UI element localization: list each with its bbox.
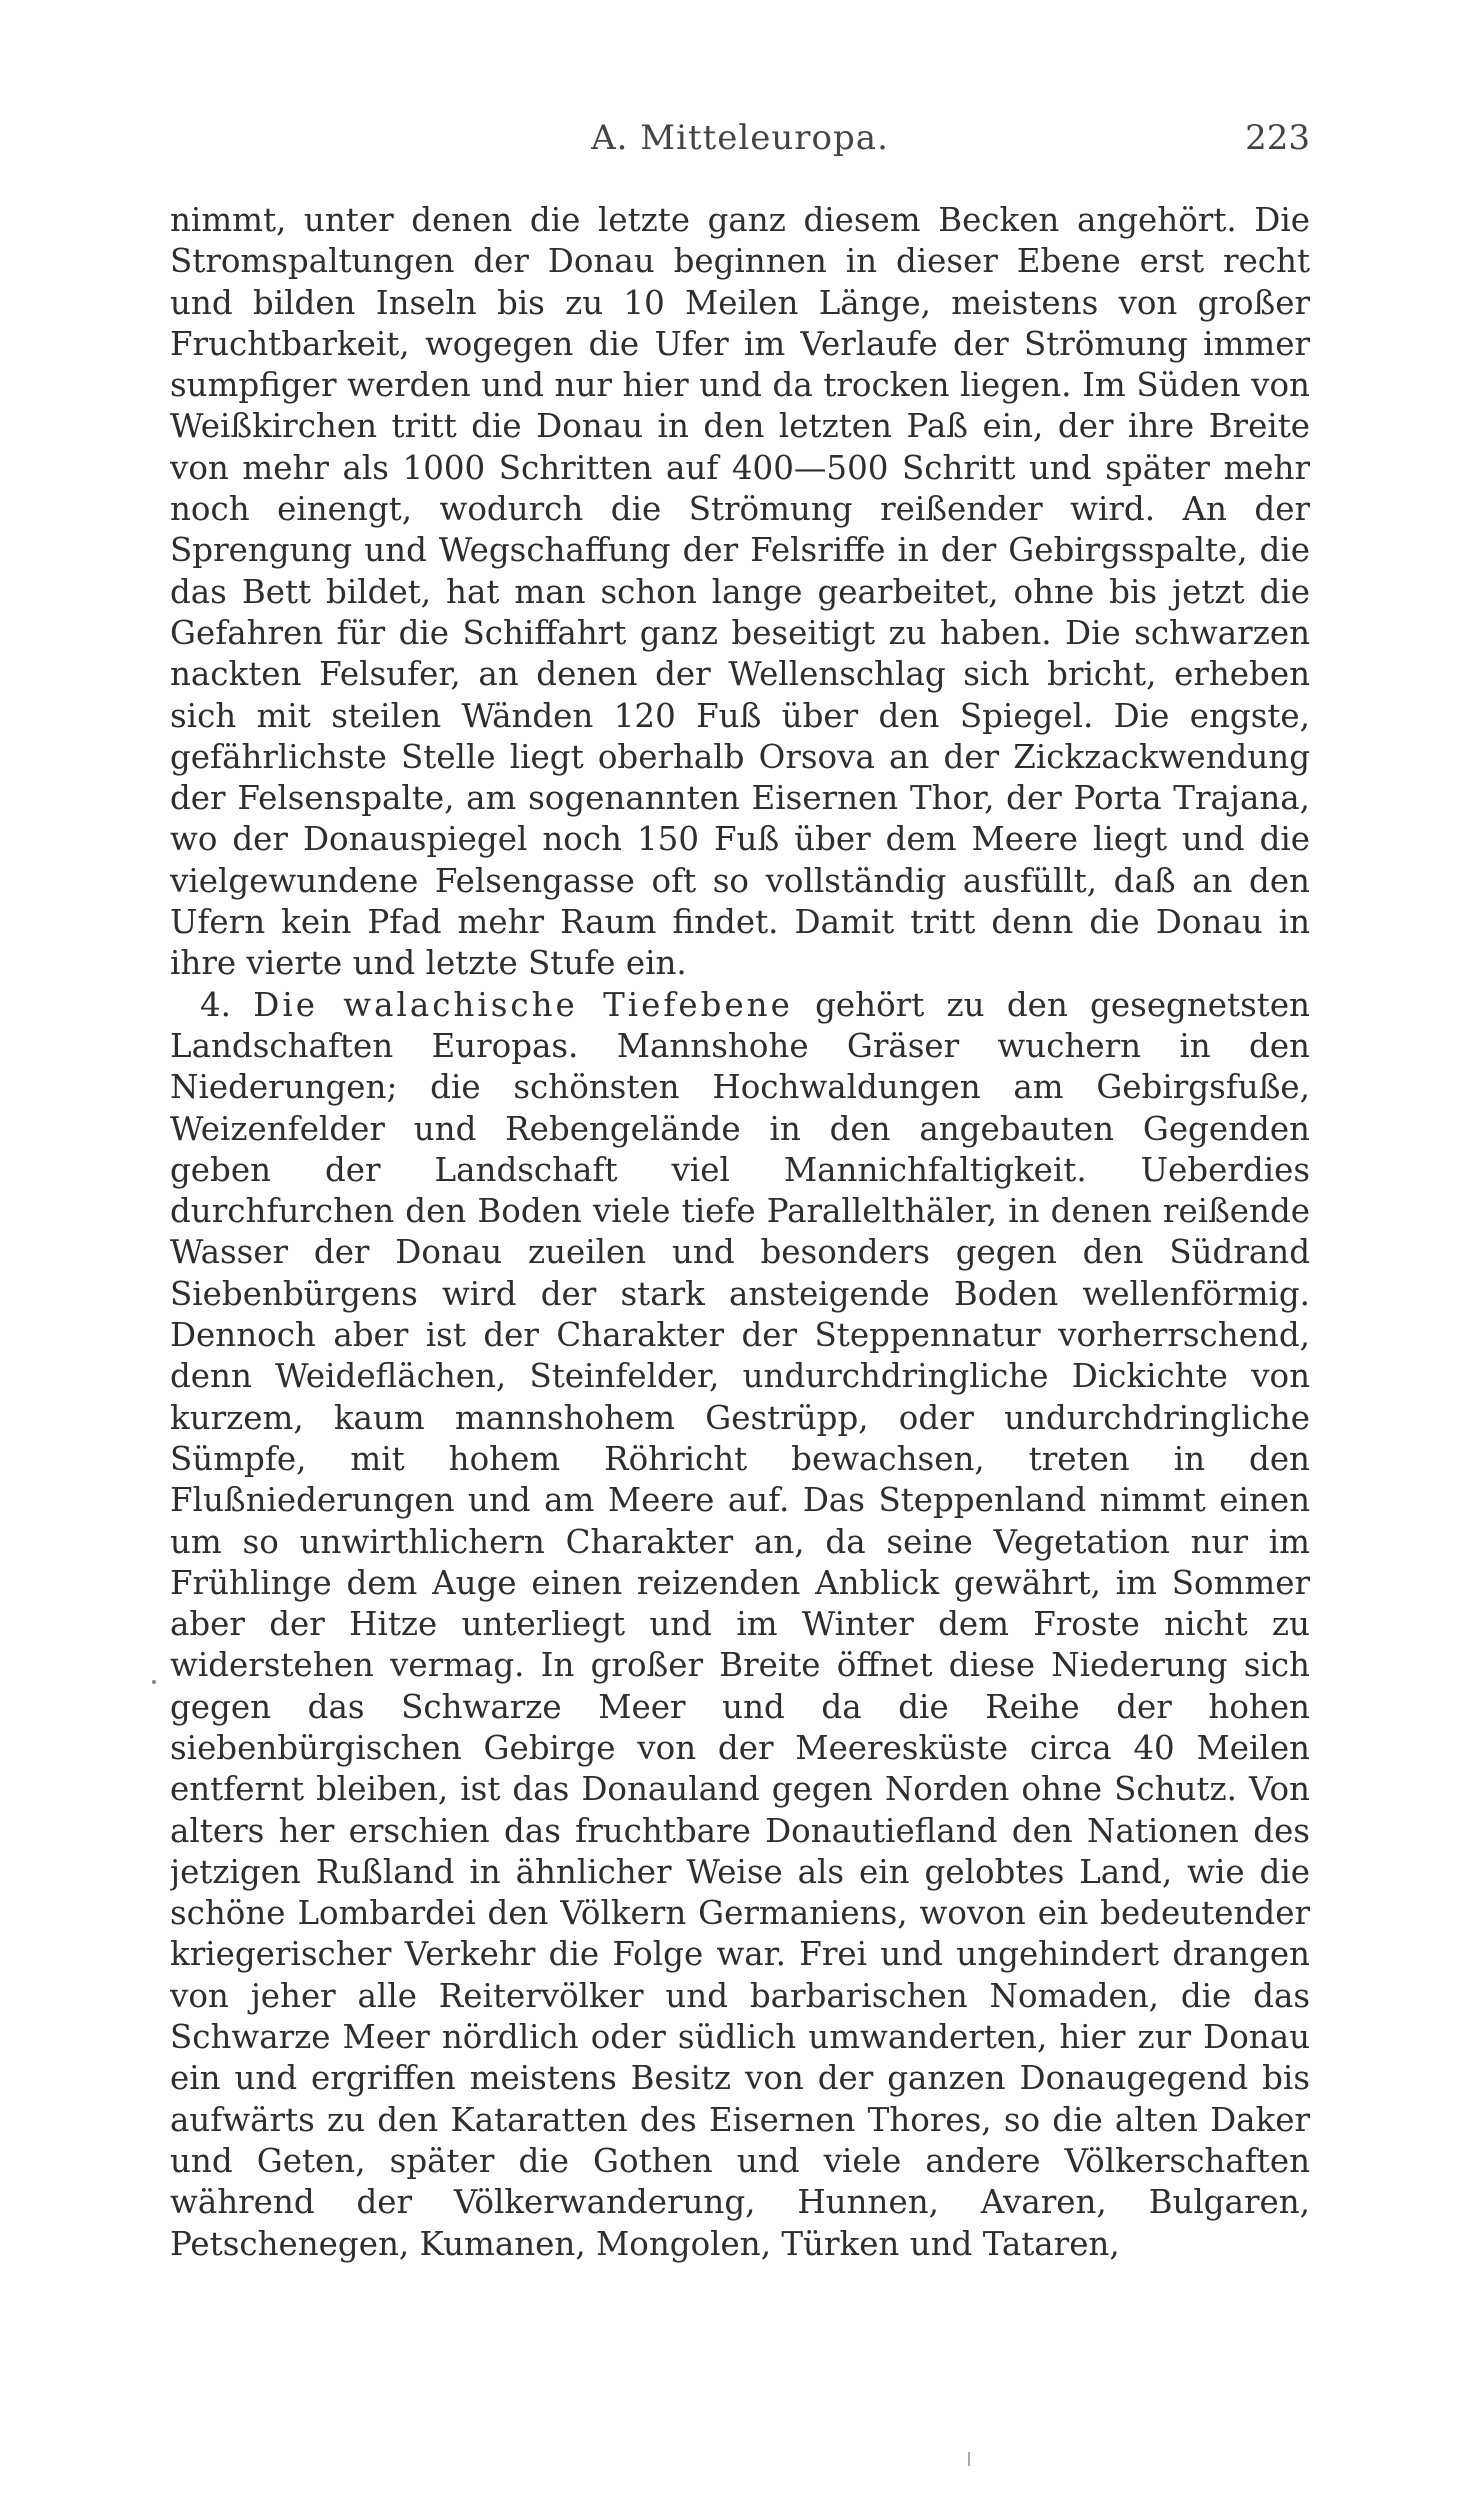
paragraph-continuation: nimmt, unter denen die letzte ganz diesem Becken angehört. Die Stromspaltungen der Donau beginnen in dieser Ebene erst recht und bilden Inseln bis zu 10 Meilen Länge, meistens von großer Fruchtbarkeit, wogegen die Ufer im Verlaufe der Strömung immer sumpfiger werden und nur hier und da trocken liegen. Im Süden von Weißkirchen tritt die Donau in den letzten Paß ein, der ihre Breite von mehr als 1000 Schritten auf 400—500 Schritt und später mehr noch einengt, wodurch die Strömung reißender wird. An der Sprengung und Wegschaffung der Felsriffe in der Gebirgsspalte, die das Bett bildet, hat man schon lange gearbeitet, ohne bis jetzt die Gefahren für die Schiffahrt ganz beseitigt zu haben. Die schwarzen nackten Felsufer, an denen der Wellenschlag sich bricht, erheben sich mit steilen Wänden 120 Fuß über den Spiegel. Die engste, gefährlichste Stelle liegt oberhalb Orsova an der Zickzackwendung der Felsenspalte, am sogenannten Eisernen Thor, der Porta Trajana, wo der Donauspiegel noch 150 Fuß über dem Meere liegt und die vielgewundene Felsengasse oft so vollständig ausfüllt, daß an den Ufern kein Pfad mehr Raum findet. Damit tritt denn die Donau in ihre vierte und letzte Stufe ein. [170, 201, 1310, 983]
section-title: A. Mitteleuropa. [591, 118, 889, 158]
margin-mark [152, 1680, 156, 1684]
body-text [170, 200, 1310, 2420]
paragraph-section-4 [170, 985, 1310, 2265]
paper-speck [968, 2452, 970, 2466]
section-lead: Die walachische Tiefebene [253, 985, 793, 1024]
section-body: gehört zu den gesegnetsten Landschaften Europas. Mannshohe Gräser wuchern in den Niederungen; die schönsten Hochwaldungen am Gebirgsfuße, Weizenfelder und Rebengeländе in den angebauten Gegenden geben der Landschaft viel Mannichfaltigkeit. Ueberdies durchfurchen den Boden viele tiefe Parallelthäler, in denen reißende Wasser der Donau zueilen und besonders gegen den Südrand Siebenbürgens wird der stark ansteigende Boden wellenförmig. Dennoch aber ist der Charakter der Steppennatur vorherrschend, denn Weideflächen, Steinfelder, undurchdringliche Dickichte von kurzem, kaum mannshohem Gestrüpp, oder undurchdringliche Sümpfe, mit hohem Röhricht bewachsen, treten in den Flußniederungen und am Meere auf. Das Steppenland nimmt einen um so unwirthlichern Charakter an, da seine Vegetation nur im Frühlinge dem Auge einen reizenden Anblick gewährt, im Sommer aber der Hitze unterliegt und im Winter dem Froste nicht zu widerstehen vermag. In großer Breite öffnet diese Niederung sich gegen das Schwarze Meer und da die Reihe der hohen siebenbürgischen Gebirge von der Meeresküste circa 40 Meilen entfernt bleiben, ist das Donauland gegen Norden ohne Schutz. Von alters her erschien das fruchtbare Donautiefland den Nationen des jetzigen Rußland in ähnlicher Weise als ein gelobtes Land, wie die schöne Lombardei den Völkern Germaniens, wovon ein bedeutender kriegerischer Verkehr die Folge war. Frei und ungehindert drangen von jeher alle Reitervölker und barbarischen Nomaden, die das Schwarze Meer nördlich oder südlich umwanderten, hier zur Donau ein und ergriffen meistens Besitz von der ganzen Donaugegend bis aufwärts zu den Kataratten des Eisernen Thores, so die alten Daker und Geten, später die Gothen und viele andere Völkerschaften während der Völkerwanderung, Hunnen, Avaren, Bulgaren, Petschenegen, Kumanen, Mongolen, Türken und Tataren, [170, 985, 1310, 2263]
section-number: 4. [200, 985, 232, 1024]
page-number: 223 [1245, 118, 1310, 158]
running-head [170, 118, 1310, 178]
